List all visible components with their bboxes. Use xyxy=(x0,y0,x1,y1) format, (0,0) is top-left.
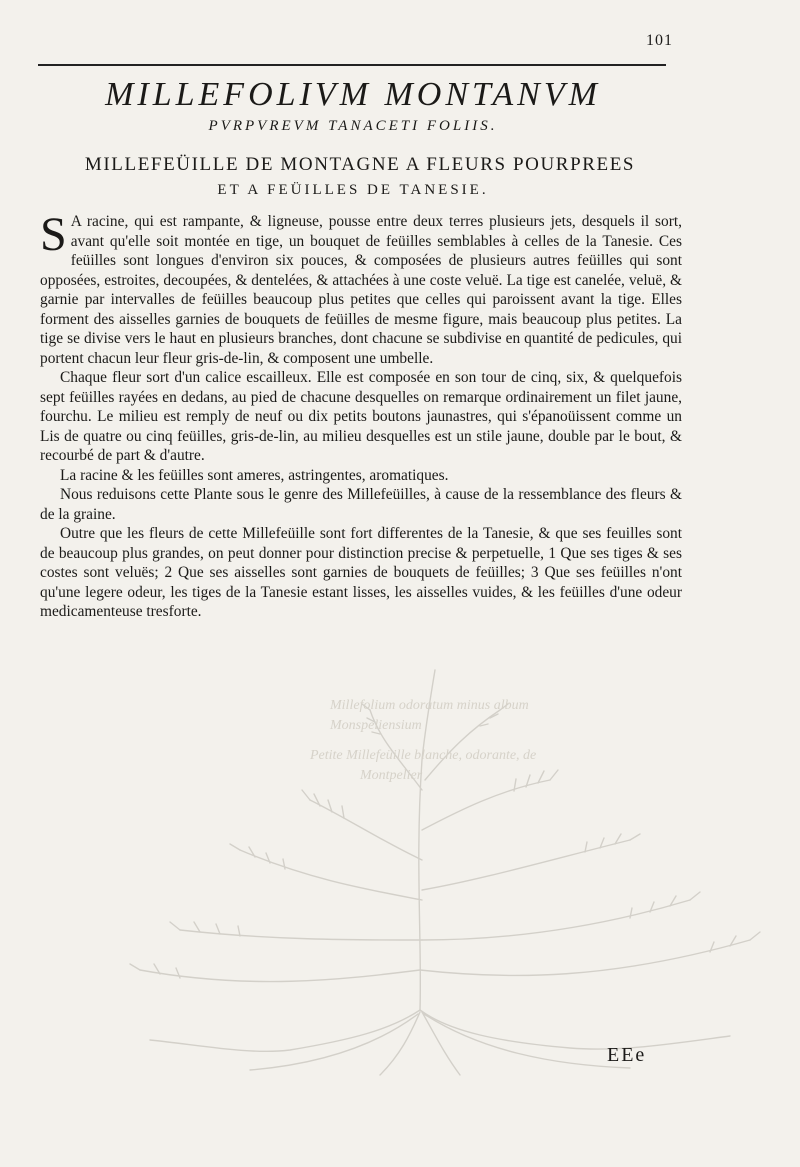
body-text xyxy=(40,208,682,622)
french-subtitle: ET A FEÜILLES DE TANESIE. xyxy=(217,182,489,198)
paragraph: Nous reduisons cette Plante sous le genre des Millefeüilles, à cause de la ressemblance des fleurs & de la graine. xyxy=(40,486,682,523)
paragraph xyxy=(40,208,682,368)
drop-cap: S xyxy=(40,208,67,261)
latin-subtitle: PVRPVREVM TANACETI FOLIIS. xyxy=(208,118,498,134)
show-through-text: Montpelier xyxy=(360,768,423,783)
latin-title: MILLEFOLIVM MONTANVM xyxy=(105,76,601,113)
header-rule xyxy=(38,64,666,66)
catchword: EEe xyxy=(607,1044,647,1066)
paragraph: Outre que les fleurs de cette Millefeüille sont fort differentes de la Tanesie, & que ses feuilles sont de beaucoup plus grandes, on peut donner pour distinction precise & perpetuelle, 1 Que ses tiges & ses costes sont veluës; 2 Que ses aisselles sont garnies de bouquets de feüilles; 3 Que ses feüilles n'ont qu'une legere odeur, les tiges de la Tanesie estant lisses, les aisselles vuides, & les feüilles d'une odeur medicamenteuse tresforte. xyxy=(40,525,682,620)
paragraph: Chaque fleur sort d'un calice escailleux. Elle est composée en son tour de cinq, six, & quelquefois sept feüilles rayées en dedans, au pied de chacune desquelles on remarque ordinairement un filet jaune, fourchu. Le milieu est remply de neuf ou dix petits boutons jaunastres, qui s'épanoüissent comme un Lis de quatre ou cinq feüilles, gris-de-lin, au milieu desquelles est un stile jaune, double par le bout, & recourbé de part & d'autre. xyxy=(40,369,682,464)
paragraph-text: A racine, qui est rampante, & ligneuse, pousse entre deux terres plusieurs jets, desquels il sort, avant qu'elle soit montée en tige, un bouquet de feüilles semblables à celles de la Tanesie. Ces feüilles sont longues d'environ six pouces, & composées de plusieurs autres feüilles qui sont opposées, estroites, decoupées, & dentelées, & attachées à une coste veluë. La tige est canelée, veluë, & garnie par intervalles de feüilles beaucoup plus petites que celles qui paroissent avant la tige. Elles forment des aisselles garnies de bouquets de feüilles de mesme figure, mais beaucoup plus petites. La tige se divise vers le haut en plusieurs branches, dont chacune se subdivise en quantité de pedicules, qui portent chacun leur fleur gris-de-lin, & composent une umbelle. xyxy=(40,213,682,367)
show-through-text: Millefolium odoratum minus album xyxy=(330,698,529,713)
page-number: 101 xyxy=(646,32,673,49)
paragraph: La racine & les feüilles sont ameres, astringentes, aromatiques. xyxy=(60,466,449,484)
show-through-text: Petite Millefeüille blanche, odorante, de xyxy=(310,748,537,763)
show-through-text: Monspeliensium xyxy=(330,718,422,733)
french-title: MILLEFEÜILLE DE MONTAGNE A FLEURS POURPREES xyxy=(84,154,636,175)
